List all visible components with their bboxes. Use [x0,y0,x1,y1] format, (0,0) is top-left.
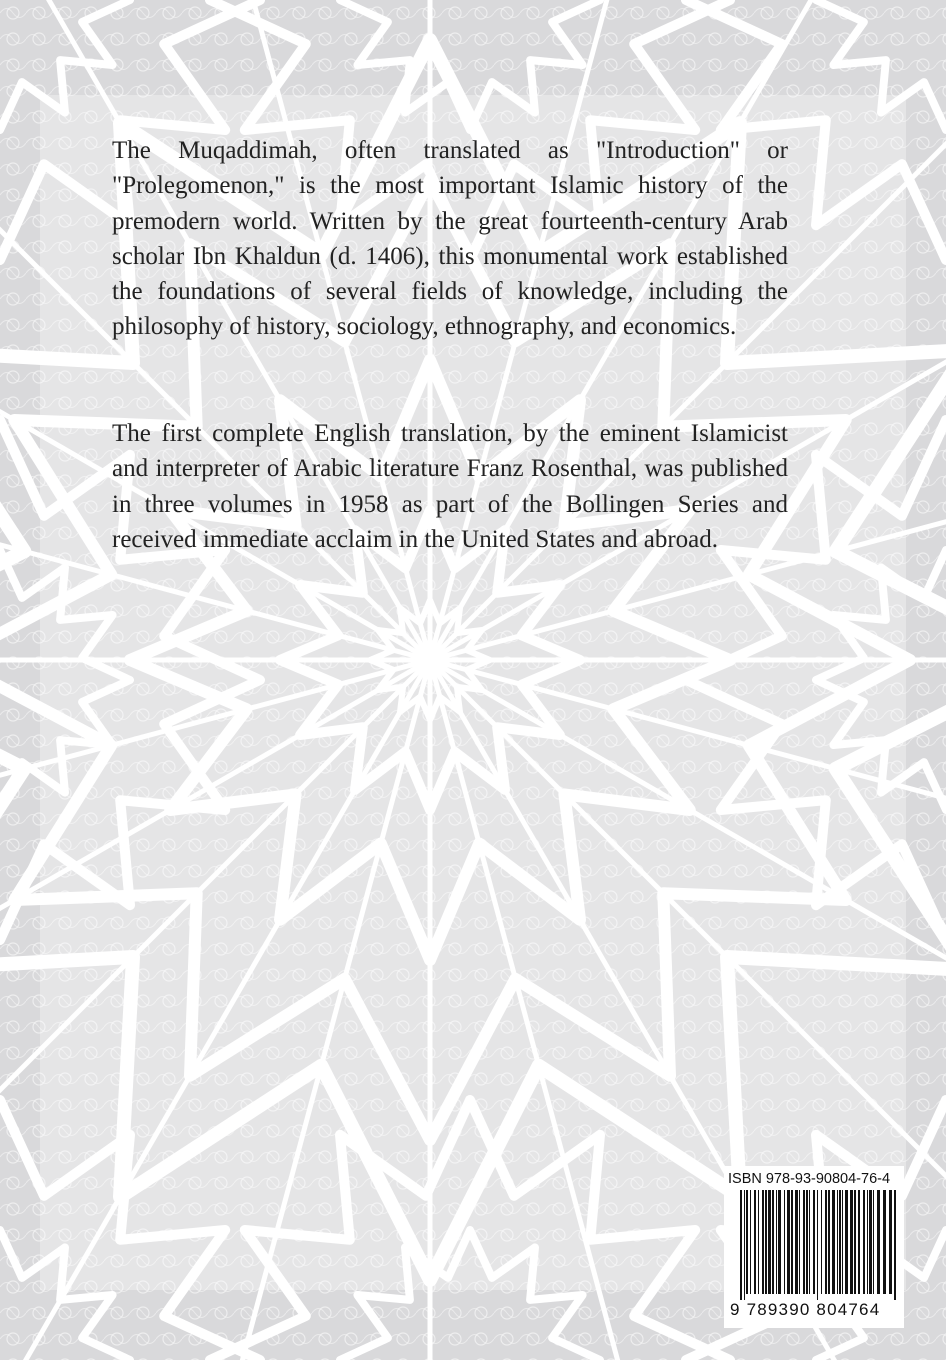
barcode-digits: 9 789390 804764 [730,1300,881,1319]
isbn-barcode [724,1166,904,1328]
blurb-paragraph-2: The first complete English translation, by the eminent Islamicist and interpreter of Arabic literature Franz Rosenthal, was published in three volumes in 1958 as part of the Bollingen Series and received immediate acclaim in the United States and abroad. [112,420,788,553]
blurb-paragraph-1: The Muqaddimah, often translated as "Introduction" or "Prolegomenon," is the most important Islamic history of the premodern world. Written by the great fourteenth-century Arab scholar Ibn Khaldun (d. 1406), this monumental work established the foundations of several fields of knowledge, including the philosophy of history, sociology, ethnography, and economics. [112,137,788,341]
isbn-label: ISBN 978-93-90804-76-4 [728,1171,891,1187]
barcode-bars [724,1188,904,1300]
